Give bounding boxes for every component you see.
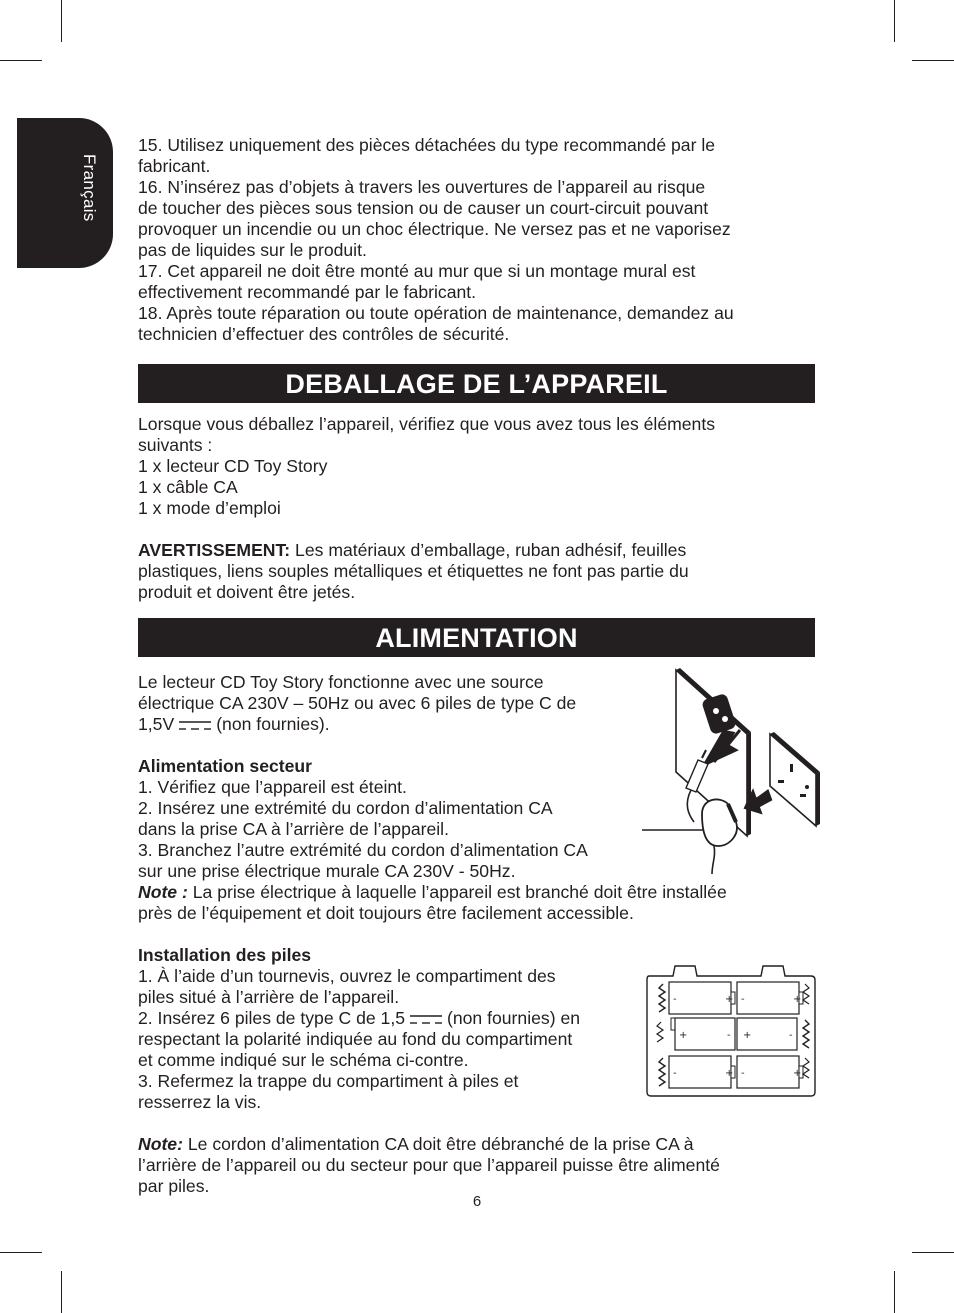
svg-text:-: - (741, 1068, 745, 1079)
crop-mark (912, 60, 954, 61)
mains-step: sur une prise électrique murale CA 230V - 50Hz. (138, 861, 516, 881)
battery-step: resserrez la vis. (138, 1092, 262, 1112)
note-label: Note: (138, 1134, 183, 1154)
battery-step: piles situé à l’arrière de l’appareil. (138, 987, 400, 1007)
note-label: Note : (138, 882, 188, 902)
language-tab (17, 118, 113, 268)
unpacking-item: 1 x lecteur CD Toy Story (138, 456, 328, 476)
battery-step-text: (non fournies) en (447, 1008, 581, 1028)
safety-line: fabricant. (138, 156, 211, 176)
safety-line: pas de liquides sur le produit. (138, 240, 367, 260)
mains-step: 2. Insérez une extrémité du cordon d’alimentation CA (138, 798, 553, 818)
page-number: 6 (472, 1193, 482, 1210)
svg-text:+: + (793, 1068, 802, 1079)
svg-text:+: + (679, 1030, 688, 1041)
unpacking-item: 1 x mode d’emploi (138, 498, 281, 518)
battery-compartment-illustration (645, 962, 817, 1098)
crop-mark (894, 0, 895, 42)
unpacking-warning: produit et doivent être jetés. (138, 582, 356, 602)
safety-line: provoquer un incendie ou un choc électrique. Ne versez pas et ne vaporisez (138, 219, 731, 239)
battery-step: 1. À l’aide d’un tournevis, ouvrez le compartiment des (138, 966, 556, 986)
unpacking-warning (138, 540, 686, 561)
battery-note: par piles. (138, 1176, 210, 1196)
power-intro (138, 714, 330, 735)
battery-step: et comme indiqué sur le schéma ci-contre. (138, 1050, 469, 1070)
dc-symbol-icon (409, 1013, 443, 1025)
section-heading-power: ALIMENTATION (138, 618, 815, 657)
safety-line: 16. N’insérez pas d’objets à travers les ouvertures de l’appareil au risque (138, 177, 706, 197)
mains-step: 1. Vérifiez que l’appareil est éteint. (138, 777, 407, 797)
svg-text:+: + (725, 994, 734, 1005)
unpacking-intro: Lorsque vous déballez l’appareil, vérifiez que vous avez tous les éléments (138, 414, 716, 434)
mains-step: 3. Branchez l’autre extrémité du cordon d’alimentation CA (138, 840, 588, 860)
mains-note (138, 882, 727, 903)
crop-mark (912, 1252, 954, 1253)
warning-label: AVERTISSEMENT: (138, 540, 291, 560)
safety-line: 17. Cet appareil ne doit être monté au mur que si un montage mural est (138, 261, 696, 281)
crop-mark (0, 1252, 42, 1253)
crop-mark (61, 0, 62, 42)
unpacking-item: 1 x câble CA (138, 477, 238, 497)
safety-line: 18. Après toute réparation ou toute opération de maintenance, demandez au (138, 303, 734, 323)
svg-text:-: - (789, 1030, 793, 1041)
svg-text:+: + (725, 1068, 734, 1079)
warning-text: Les matériaux d’emballage, ruban adhésif, feuilles (290, 540, 687, 560)
safety-line: effectivement recommandé par le fabricant. (138, 282, 477, 302)
safety-line: 15. Utilisez uniquement des pièces détachées du type recommandé par le (138, 135, 716, 155)
section-heading-unpacking: DEBALLAGE DE L’APPAREIL (138, 364, 815, 403)
safety-line: technicien d’effectuer des contrôles de sécurité. (138, 324, 510, 344)
note-text: La prise électrique à laquelle l’appareil est branché doit être installée (187, 882, 727, 902)
power-intro: électrique CA 230V – 50Hz ou avec 6 piles de type C de (138, 693, 577, 713)
crop-mark (0, 60, 42, 61)
battery-note (138, 1134, 694, 1155)
crop-mark (894, 1271, 895, 1313)
mains-step: dans la prise CA à l’arrière de l’appareil. (138, 819, 449, 839)
safety-line: de toucher des pièces sous tension ou de causer un court-circuit pouvant (138, 198, 709, 218)
battery-note: l’arrière de l’appareil ou du secteur pour que l’appareil puisse être alimenté (138, 1155, 720, 1175)
svg-text:-: - (741, 994, 745, 1005)
svg-text:-: - (673, 1068, 677, 1079)
unpacking-warning: plastiques, liens souples métalliques et étiquettes ne font pas partie du (138, 561, 689, 581)
svg-text:+: + (793, 994, 802, 1005)
power-intro: Le lecteur CD Toy Story fonctionne avec une source (138, 672, 544, 692)
svg-text:-: - (727, 1030, 731, 1041)
svg-text:+: + (743, 1030, 752, 1041)
power-connection-illustration (636, 664, 821, 876)
unpacking-intro: suivants : (138, 435, 213, 455)
mains-note: près de l’équipement et doit toujours être facilement accessible. (138, 903, 634, 923)
note-text: Le cordon d’alimentation CA doit être débranché de la prise CA à (182, 1134, 694, 1154)
battery-title: Installation des piles (138, 945, 312, 965)
battery-step: 3. Refermez la trappe du compartiment à piles et (138, 1071, 519, 1091)
battery-step-text: 2. Insérez 6 piles de type C de 1,5 (138, 1008, 405, 1028)
mains-title: Alimentation secteur (138, 756, 313, 776)
language-tab-label: Français (80, 154, 99, 222)
battery-step (138, 1008, 580, 1029)
crop-mark (61, 1271, 62, 1313)
battery-step: respectant la polarité indiquée au fond du compartiment (138, 1029, 573, 1049)
power-intro-voltage: 1,5V (138, 714, 175, 734)
dc-symbol-icon (178, 719, 212, 731)
svg-text:-: - (673, 994, 677, 1005)
power-intro-note: (non fournies). (216, 714, 330, 734)
